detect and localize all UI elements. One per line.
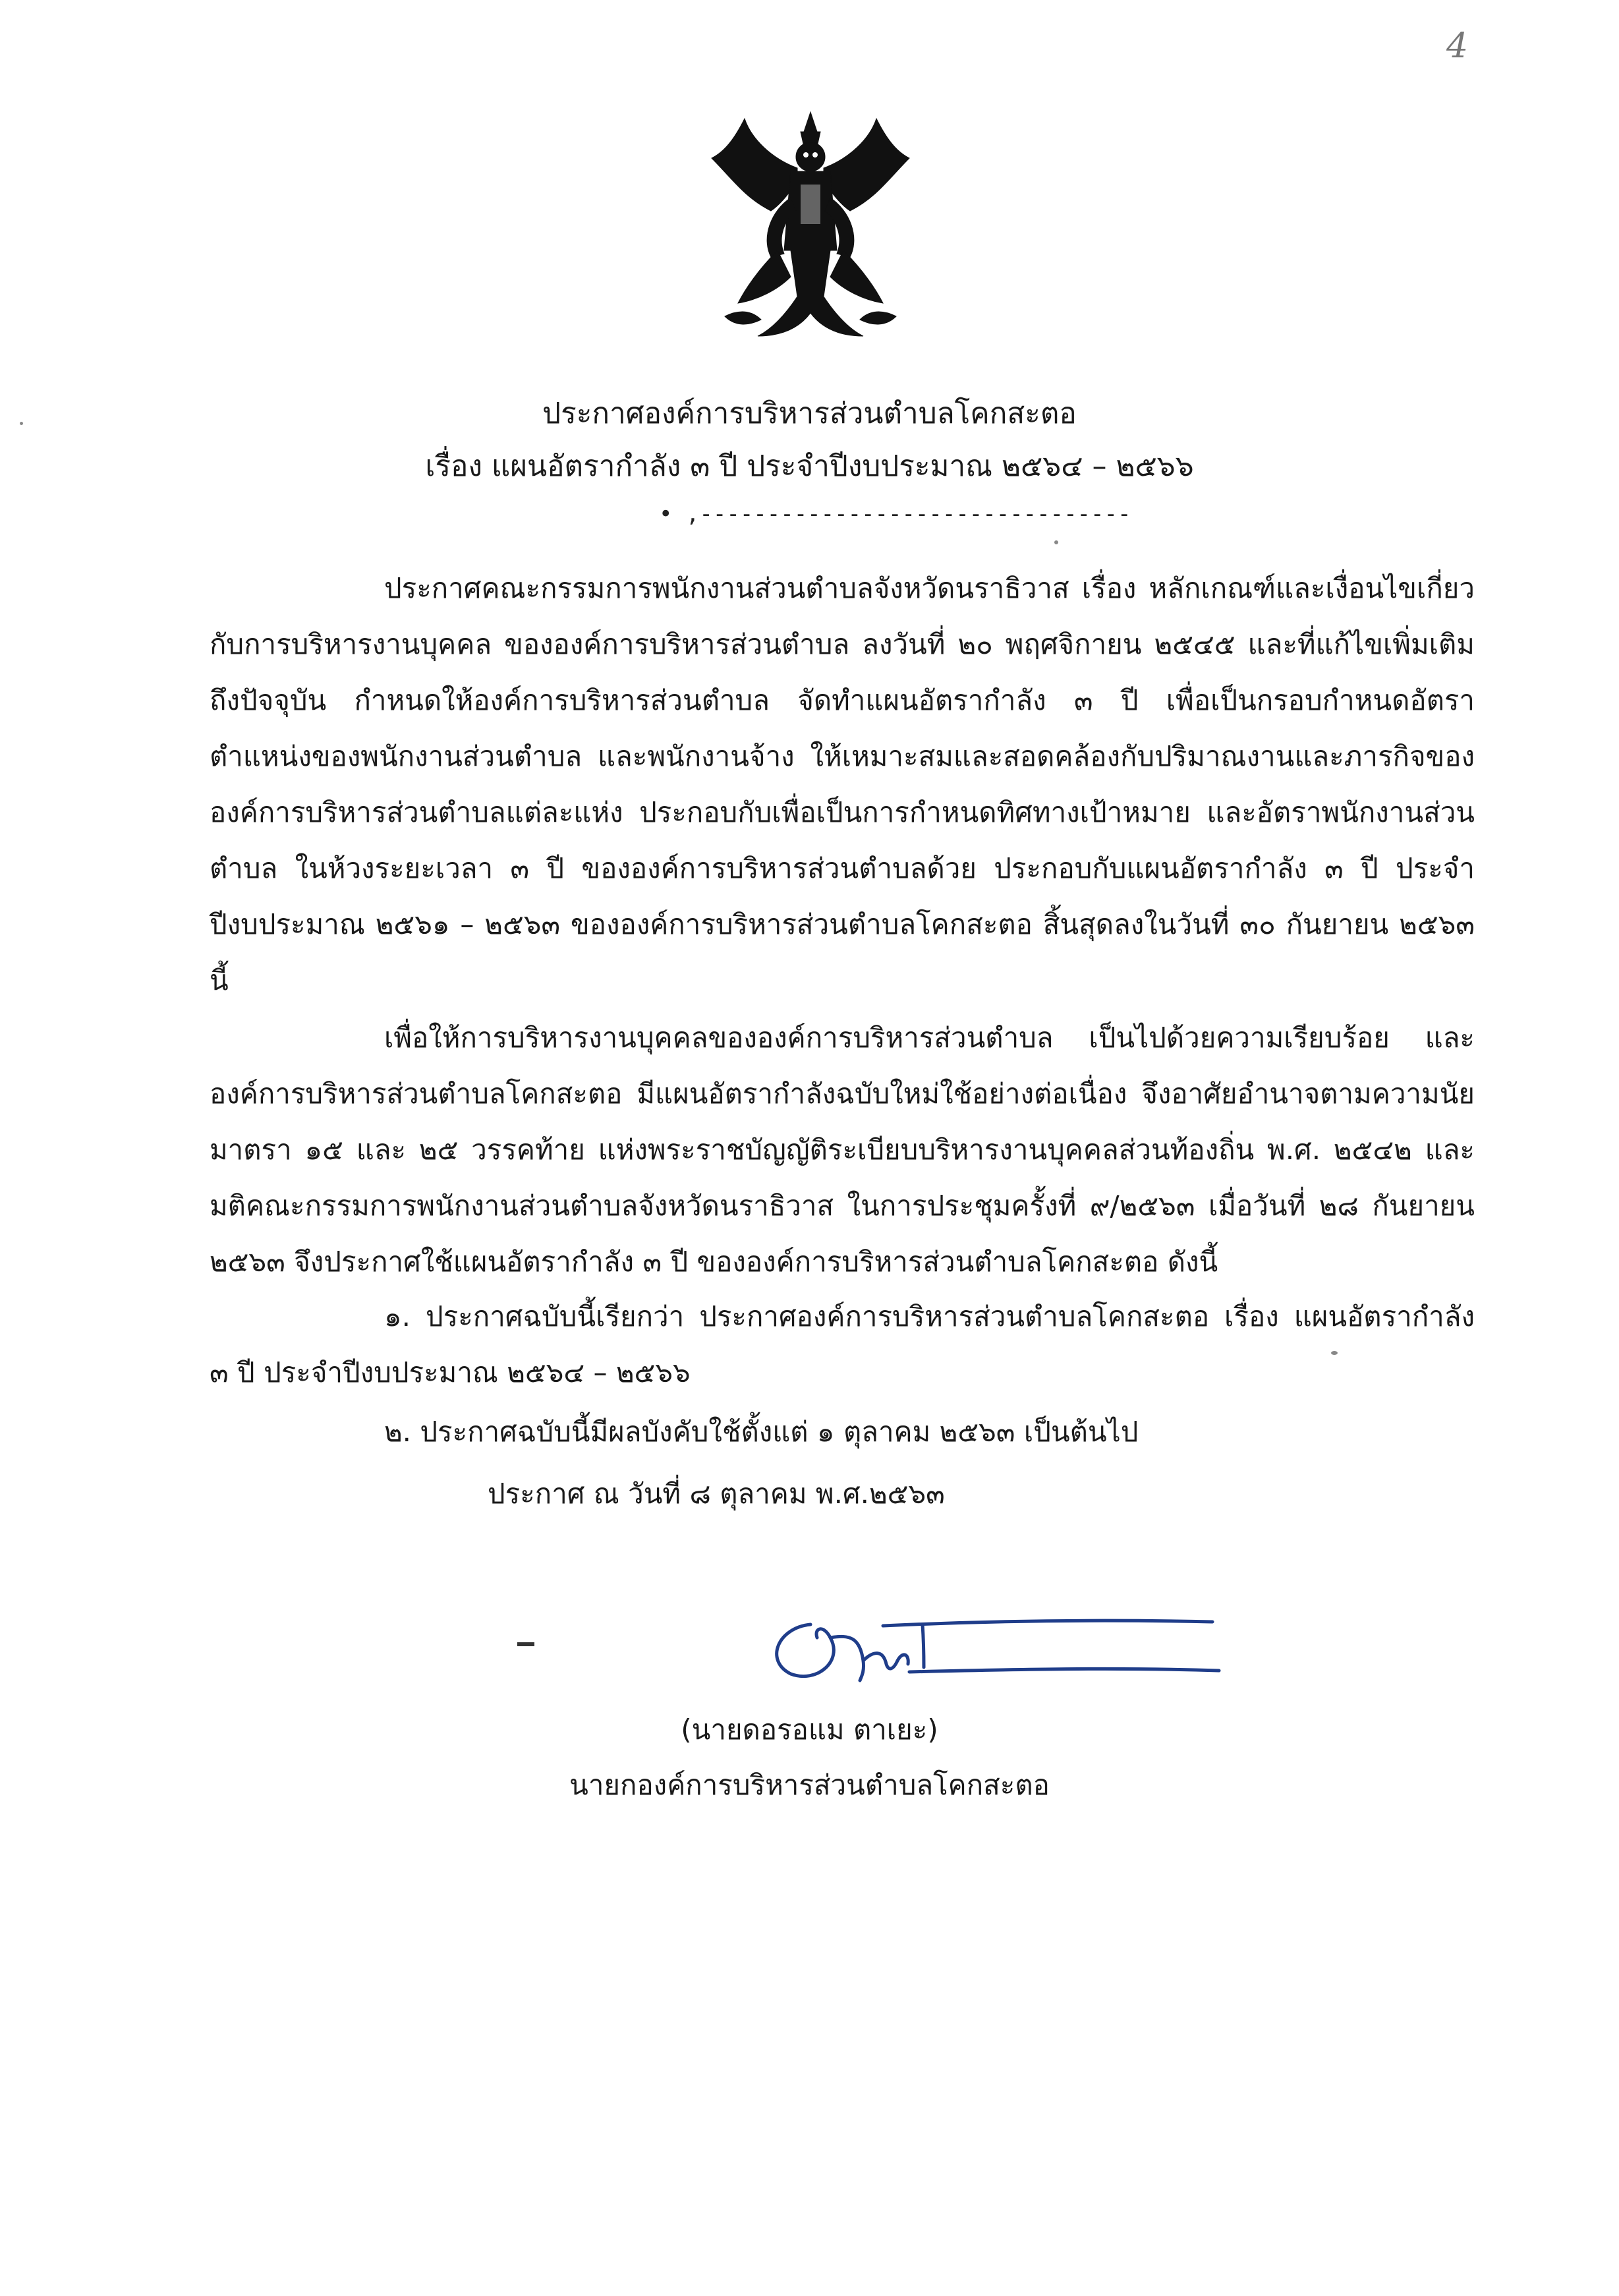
announcement-title: ประกาศองค์การบริหารส่วนตำบลโคกสะตอ [542,397,1077,430]
title-separator: • ,-------------------------------- [659,501,1131,527]
signatory-position: นายกองค์การบริหารส่วนตำบลโคกสะตอ [569,1769,1050,1801]
scan-speck [1054,540,1058,544]
garuda-emblem-icon [698,105,923,343]
stray-mark [517,1642,534,1646]
clause-2: ๒. ประกาศฉบับนี้มีผลบังคับใช้ตั้งแต่ ๑ ตุลาคม ๒๕๖๓ เป็นต้นไป [384,1416,1139,1448]
scan-speck [1331,1351,1338,1355]
announcement-date: ประกาศ ณ วันที่ ๘ ตุลาคม พ.ศ.๒๕๖๓ [488,1478,945,1510]
body-paragraph-2: เพื่อให้การบริหารงานบุคคลขององค์การบริหารส่วนตำบล เป็นไปด้วยความเรียบร้อย และองค์การบริหารส่วนตำบลโคกสะตอ มีแผนอัตรากำลังฉบับใหม่ใช้อย่างต่อเนื่อง จึงอาศัยอำนาจตามความนัยมาตรา ๑๕ และ ๒๕ วรรคท้าย แห่งพระราชบัญญัติระเบียบบริหารงานบุคคลส่วนท้องถิ่น พ.ศ. ๒๕๔๒ และมติคณะกรรมการพนักงานส่วนตำบลจังหวัดนราธิวาส ในการประชุมครั้งที่ ๙/๒๕๖๓ เมื่อวันที่ ๒๘ กันยายน ๒๕๖๓ จึงประกาศใช้แผนอัตรากำลัง ๓ ปี ขององค์การบริหารส่วนตำบลโคกสะตอ ดังนี้ [210,1021,1475,1278]
body-paragraph-1: ประกาศคณะกรรมการพนักงานส่วนตำบลจังหวัดนราธิวาส เรื่อง หลักเกณฑ์และเงื่อนไขเกี่ยวกับการบริหารงานบุคคล ขององค์การบริหารส่วนตำบล ลงวันที่ ๒๐ พฤศจิกายน ๒๕๔๕ และที่แก้ไขเพิ่มเติมถึงปัจจุบัน กำหนดให้องค์การบริหารส่วนตำบล จัดทำแผนอัตรากำลัง ๓ ปี เพื่อเป็นกรอบกำหนดอัตราตำแหน่งของพนักงานส่วนตำบล และพนักงานจ้าง ให้เหมาะสมและสอดคล้องกับปริมาณงานและภารกิจขององค์การบริหารส่วนตำบลแต่ละแห่ง ประกอบกับเพื่อเป็นการกำหนดทิศทางเป้าหมาย และอัตราพนักงานส่วนตำบล ในห้วงระยะเวลา ๓ ปี ขององค์การบริหารส่วนตำบลด้วย ประกอบกับแผนอัตรากำลัง ๓ ปี ประจำปีงบประมาณ ๒๕๖๑ – ๒๕๖๓ ขององค์การบริหารส่วนตำบลโคกสะตอ สิ้นสุดลงในวันที่ ๓๐ กันยายน ๒๕๖๓ นี้ [210,572,1475,996]
clause-1: ๑. ประกาศฉบับนี้เรียกว่า ประกาศองค์การบริหารส่วนตำบลโคกสะตอ เรื่อง แผนอัตรากำลัง ๓ ปี ประจำปีงบประมาณ ๒๕๖๔ – ๒๕๖๖ [210,1300,1475,1389]
scan-speck [20,422,23,425]
page-number: 4 [1446,26,1469,66]
signature [751,1598,1226,1697]
signatory-name: (นายดอรอแม ตาเยะ) [681,1713,938,1746]
announcement-subject: เรื่อง แผนอัตรากำลัง ๓ ปี ประจำปีงบประมาณ ๒๕๖๔ – ๒๕๖๖ [425,449,1194,483]
